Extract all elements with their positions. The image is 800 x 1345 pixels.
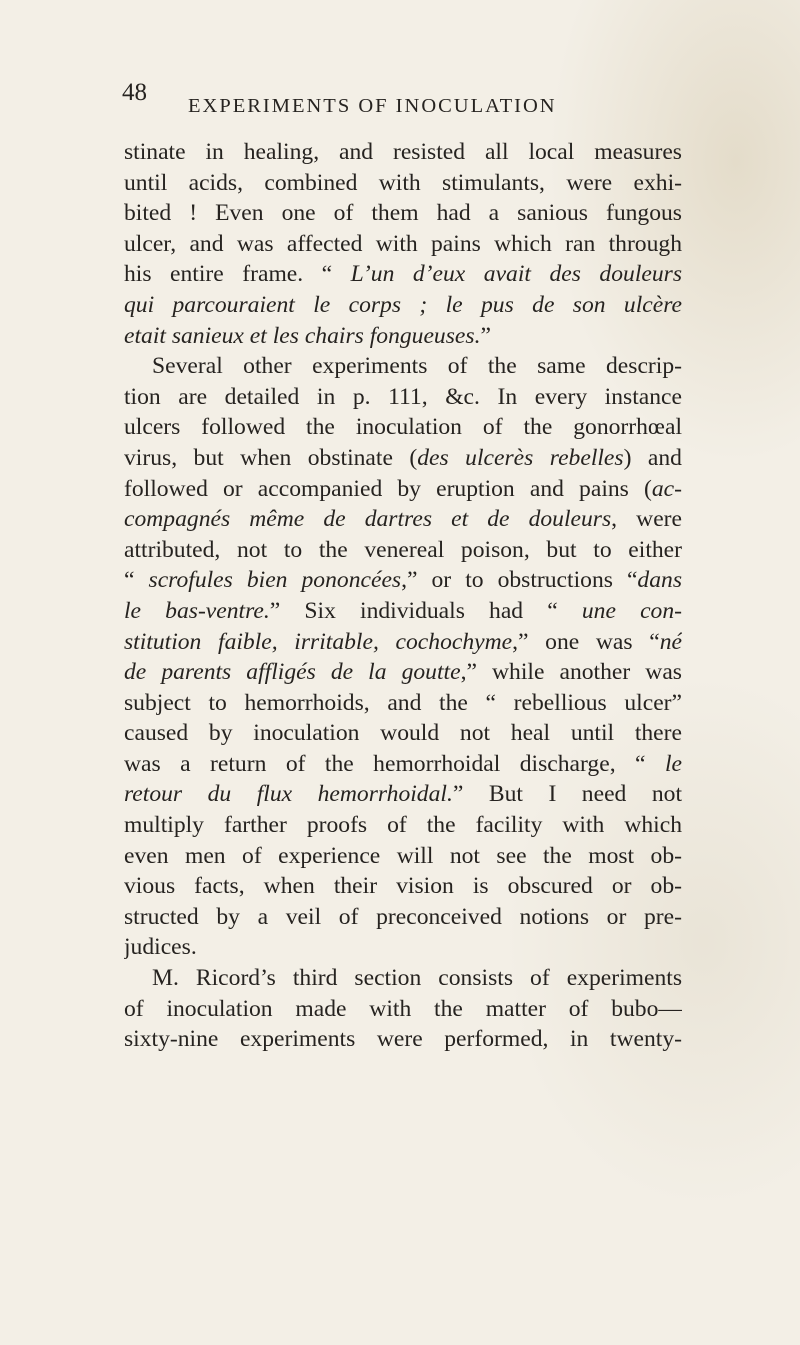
text-segment: ,” or to obstructions “	[401, 567, 638, 594]
text-segment: was a return of the hemorrhoidal discharge, “	[124, 750, 665, 777]
text-segment: ” But I need not	[452, 781, 682, 808]
text-line	[124, 351, 682, 382]
text-segment: ulcers followed the inoculation of the gonorrhœal	[124, 414, 682, 441]
italic-text: stitution faible, irritable, cochochyme	[124, 628, 513, 655]
text-segment: structed by a veil of preconceived notions or pre-	[124, 903, 682, 930]
text-line	[124, 932, 682, 963]
text-segment: , were	[611, 506, 682, 533]
text-segment: even men of experience will not see the most ob-	[124, 842, 682, 869]
running-head-title: EXPERIMENTS OF INOCULATION	[188, 95, 557, 117]
italic-text: ac-	[651, 475, 682, 502]
text-segment: multiply farther proofs of the facility with which	[124, 812, 682, 839]
italic-text: des ulcerès rebelles	[417, 444, 624, 471]
text-line	[124, 902, 682, 933]
text-segment: virus, but when obstinate (	[124, 444, 418, 471]
text-segment: tion are detailed in p. 111, &c. In every instance	[124, 383, 682, 410]
text-line	[124, 137, 682, 168]
text-line	[124, 474, 682, 505]
italic-text: retour du flux hemorrhoidal.	[124, 781, 453, 808]
text-segment: sixty-nine experiments were performed, in twenty-	[124, 1026, 682, 1053]
text-line	[124, 749, 682, 780]
text-line	[124, 412, 682, 443]
text-segment: ”	[480, 322, 491, 349]
text-segment: followed or accompanied by eruption and pains (	[124, 475, 652, 502]
italic-text: scrofules bien pononcées	[148, 567, 402, 594]
text-line	[124, 565, 682, 596]
text-line	[124, 810, 682, 841]
text-segment: ) and	[623, 444, 682, 471]
italic-text: etait sanieux et les chairs fongueuses.	[124, 322, 481, 349]
text-line	[124, 1024, 682, 1055]
italic-text: né	[659, 628, 682, 655]
text-segment: subject to hemorrhoids, and the “ rebellious ulcer”	[124, 689, 682, 716]
text-segment: attributed, not to the venereal poison, but to either	[124, 536, 682, 563]
text-line	[124, 259, 682, 290]
text-line	[124, 779, 682, 810]
text-line	[124, 504, 682, 535]
text-line	[124, 535, 682, 566]
text-line	[124, 290, 682, 321]
text-line	[124, 871, 682, 902]
text-line	[124, 627, 682, 658]
text-line	[124, 963, 682, 994]
text-line	[124, 321, 682, 352]
italic-text: de parents affligés de la goutte	[124, 659, 461, 686]
text-segment: caused by inoculation would not heal until there	[124, 720, 682, 747]
text-segment: ,” while another was	[460, 659, 682, 686]
text-segment: judices.	[124, 934, 197, 961]
text-line	[124, 198, 682, 229]
text-line	[124, 994, 682, 1025]
text-segment: ulcer, and was affected with pains which ran through	[124, 230, 682, 257]
running-head	[0, 78, 800, 118]
text-line	[124, 229, 682, 260]
text-segment: M. Ricord’s third section consists of experiments	[152, 965, 682, 992]
body-text	[124, 137, 682, 1055]
italic-text: le	[664, 750, 682, 777]
italic-text: dans	[637, 567, 682, 594]
page-number: 48	[122, 79, 147, 106]
italic-text: le bas-ventre.	[124, 597, 270, 624]
text-segment: stinate in healing, and resisted all local measures	[124, 139, 682, 165]
text-line	[124, 688, 682, 719]
text-line	[124, 168, 682, 199]
text-line	[124, 596, 682, 627]
text-line	[124, 657, 682, 688]
text-segment: until acids, combined with stimulants, were exhi-	[124, 169, 682, 196]
italic-text: une con-	[581, 597, 682, 624]
text-line	[124, 382, 682, 413]
text-segment: Several other experiments of the same descrip-	[152, 353, 682, 380]
text-line	[124, 841, 682, 872]
text-segment: his entire frame. “	[124, 261, 351, 288]
text-segment: ,” one was “	[512, 628, 660, 655]
italic-text: qui parcouraient le corps ; le pus de son ulcère	[124, 291, 682, 318]
italic-text: compagnés même de dartres et de douleurs	[124, 506, 612, 533]
text-line	[124, 443, 682, 474]
text-segment: vious facts, when their vision is obscured or ob-	[124, 873, 682, 900]
text-segment: bited ! Even one of them had a sanious fungous	[124, 200, 682, 227]
text-segment: of inoculation made with the matter of bubo—	[124, 995, 682, 1022]
text-segment: “	[124, 567, 149, 594]
text-segment: ” Six individuals had “	[269, 597, 582, 624]
italic-text: L’un d’eux avait des douleurs	[350, 261, 682, 288]
text-line	[124, 718, 682, 749]
